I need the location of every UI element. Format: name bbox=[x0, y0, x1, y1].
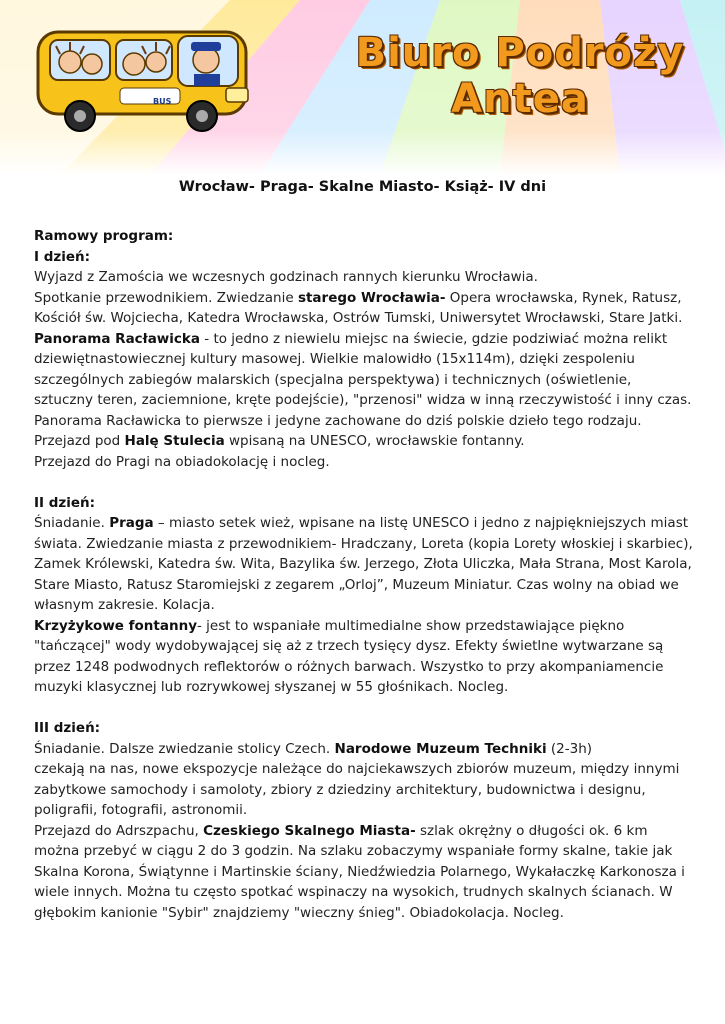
day1-paragraph-5: Przejazd pod Halę Stulecia wpisaną na UNESCO, wrocławskie fontanny. bbox=[34, 433, 525, 449]
day2-heading: II dzień: bbox=[34, 494, 96, 511]
day3-paragraph-1: Śniadanie. Dalsze zwiedzanie stolicy Czech. Narodowe Muzeum Techniki (2-3h) bbox=[34, 740, 593, 757]
agency-logo-text bbox=[330, 30, 710, 122]
trip-title: Wrocław- Praga- Skalne Miasto- Książ- IV dni bbox=[178, 179, 547, 195]
day3-paragraph-3: Przejazd do Adrszpachu, Czeskiego Skalnego Miasta- szlak okrężny o długości ok. 6 km można przebyć w ciągu 2 do 3 godzin. Na szlaku zobaczymy wspaniałe formy skalne, takie jak Skalna Korona, Świątynne i Martinskie ściany, Niedźwiedzia Polarnego, Wykałaczkę Karkonosza i wiele innych. Można tu często spotkać wspinaczy na wysokich, trudnych skalnych ścianach. W głębokim kanionie "Sybir" znajdziemy "wieczny śnieg". Obiadokolacja. Nocleg. bbox=[34, 822, 685, 921]
program-content bbox=[34, 226, 694, 923]
day2-paragraph-2: Krzyżykowe fontanny- jest to wspaniałe multimedialne show przedstawiające piękno "tańczącej" wody wydobywającej się aż z trzech tysięcy dysz. Efekty świetlne wytwarzane są przez 1248 podwodnych reflektorów o różnych barwach. Wszystko to przy akompaniamencie muzyki klasycznej lub rozrywkowej słyszanej w 55 głośnikach. Nocleg. bbox=[34, 617, 664, 695]
brand-line-2: Antea bbox=[451, 76, 589, 122]
day1-paragraph-6: Przejazd do Pragi na obiadokolację i nocleg. bbox=[34, 453, 330, 470]
day1-heading: I dzień: bbox=[34, 248, 91, 265]
day2-paragraph-1: Śniadanie. Praga – miasto setek wież, wpisane na listę UNESCO i jedno z najpiękniejszych miast świata. Zwiedzanie miasta z przewodnikiem- Hradczany, Loreta (kopia Lorety włoskiej i skarbiec), Zamek Królewski, Katedra św. Wita, Bazylika św. Jerzego, Złota Uliczka, Mała Strana, Most Karola, Stare Miasto, Ratusz Staromiejski z zegarem „Orloj”, Muzeum Miniatur. Czas wolny na obiad we własnym zakresie. Kolacja. bbox=[34, 515, 693, 613]
bus-label: BUS bbox=[153, 97, 172, 106]
day1-paragraph-3: Panorama Racławicka - to jedno z niewielu miejsc na świecie, gdzie podziwiać można relikt dziewiętnastowiecznej kultury masowej. Wielkie malowidło (15x114m), dzięki zespoleniu szczególnych zabiegów malarskich (specjalna perspektywa) i technicznych (oświetlenie, sztuczny teren, zaciemnione, kręte podejście), "przenosi" widza w inną rzeczywistość i inny czas. bbox=[34, 330, 692, 408]
program-heading: Ramowy program: bbox=[34, 228, 174, 244]
page-header bbox=[0, 0, 725, 175]
day1-paragraph-4: Panorama Racławicka to pierwsze i jedyne zachowane do dziś polskie dzieło tego rodzaju. bbox=[34, 412, 642, 429]
day1-paragraph-1: Wyjazd z Zamościa we wczesnych godzinach rannych kierunku Wrocławia. bbox=[34, 269, 538, 285]
day3-paragraph-2: czekają na nas, nowe ekspozycje należące do najciekawszych zbiorów muzeum, między innymi zabytkowe samochody i samoloty, zbiory z dziedziny architektury, budownictwa i designu, poligrafii, fotografii, astronomii. bbox=[34, 761, 680, 818]
day1-paragraph-2: Spotkanie przewodnikiem. Zwiedzanie starego Wrocławia- Opera wrocławska, Rynek, Ratusz, Kościół św. Wojciecha, Katedra Wrocławska, Ostrów Tumski, Uniwersytet Wrocławski, Stare Jatki. bbox=[34, 289, 683, 326]
school-bus-icon bbox=[30, 18, 260, 138]
brand-line-1: Biuro Podróży bbox=[355, 30, 685, 76]
day3-heading: III dzień: bbox=[34, 720, 101, 736]
